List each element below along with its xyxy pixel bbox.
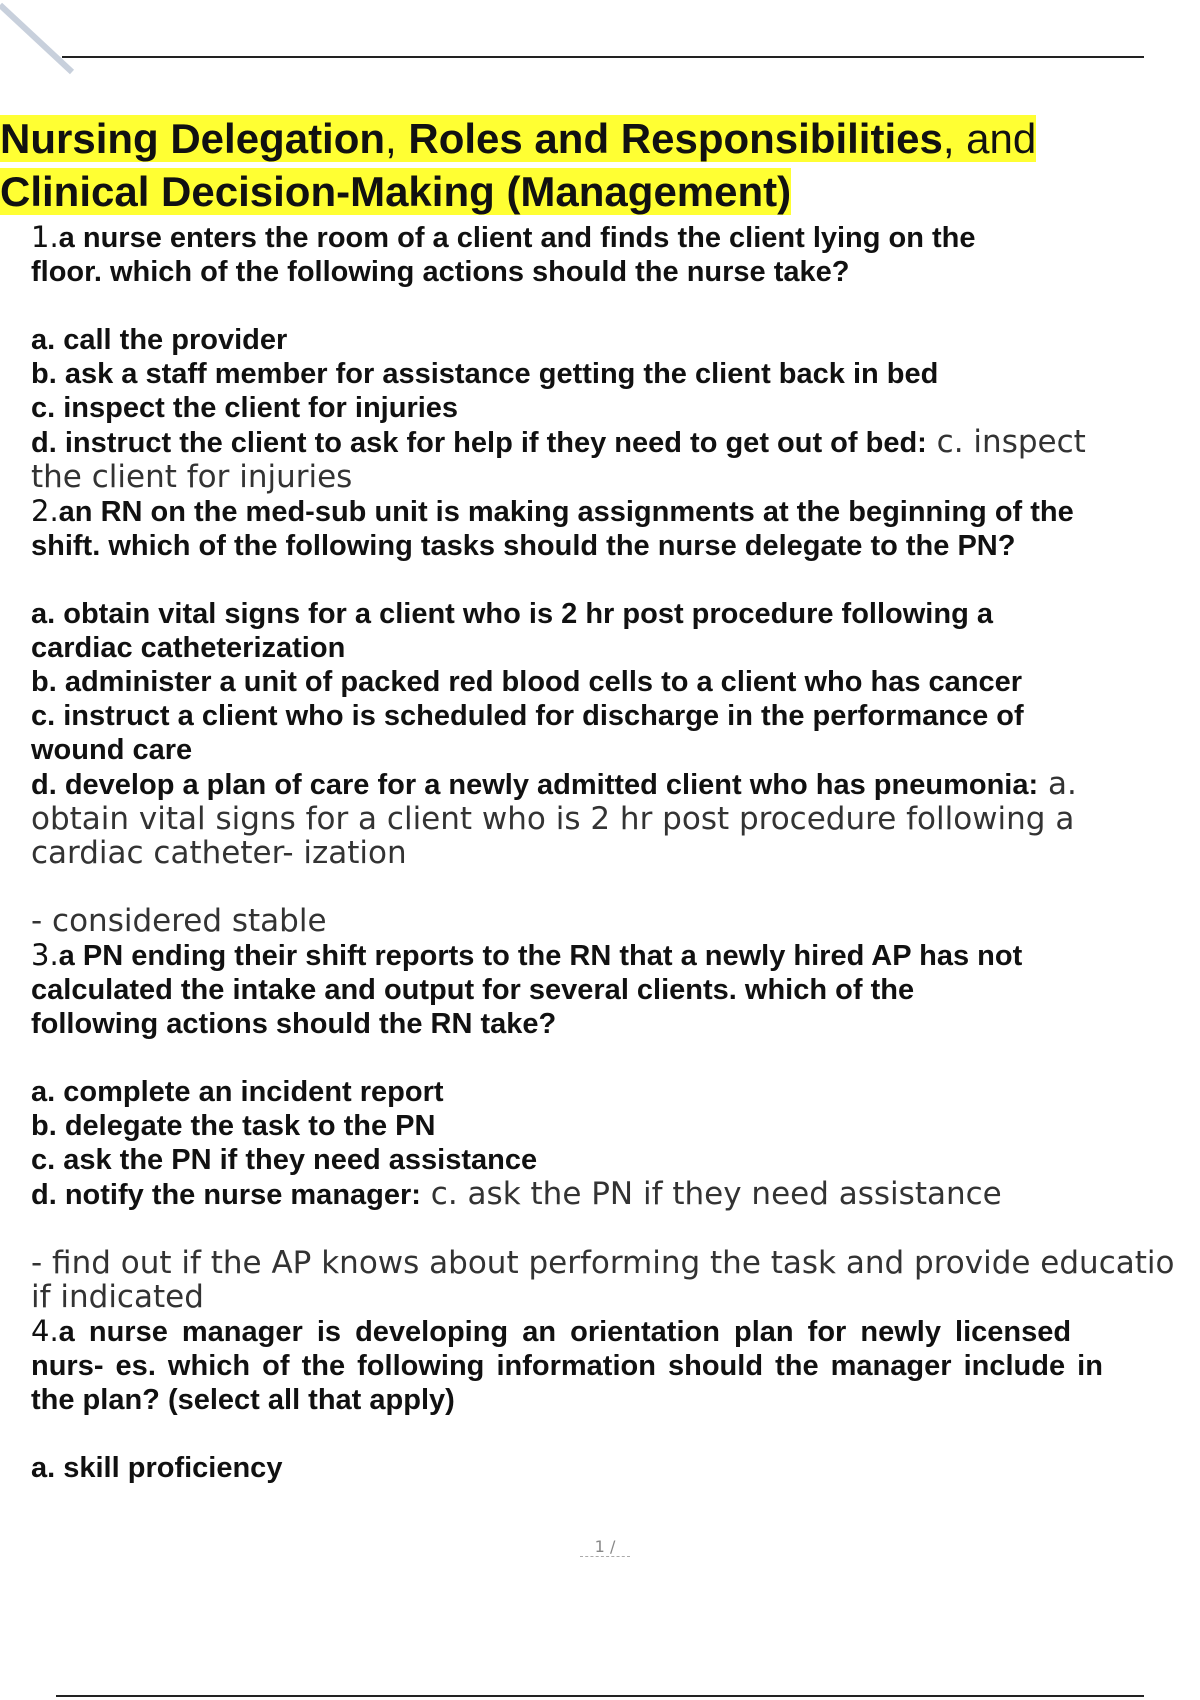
option-a: a. call the provider bbox=[31, 324, 288, 356]
option-b: b. administer a unit of packed red blood cells to a client who has cancer bbox=[31, 666, 1023, 698]
page-title bbox=[0, 112, 1036, 218]
question-1 bbox=[31, 220, 1200, 494]
answer-cont: the client for injuries bbox=[31, 459, 353, 495]
question-3 bbox=[31, 938, 1200, 1314]
question-prompt-cont: nurs- es. which of the following information should the manager include in bbox=[31, 1350, 1103, 1382]
corner-decoration bbox=[0, 0, 90, 90]
option-b: b. delegate the task to the PN bbox=[31, 1110, 436, 1142]
option-c: c. ask the PN if they need assistance bbox=[31, 1144, 538, 1176]
option-d: d. instruct the client to ask for help if they need to get out of bed: c. inspect bbox=[31, 424, 1086, 460]
question-prompt: 3.a PN ending their shift reports to the RN that a newly hired AP has not bbox=[31, 938, 1023, 972]
answer: a. bbox=[1038, 766, 1077, 802]
question-number: 2. bbox=[31, 494, 59, 528]
option-c: c. instruct a client who is scheduled for discharge in the performance of bbox=[31, 700, 1024, 732]
question-number: 1. bbox=[31, 220, 59, 254]
bottom-rule bbox=[56, 1695, 1144, 1697]
title-sep-2: , and bbox=[942, 115, 1037, 162]
option-d: d. develop a plan of care for a newly admitted client who has pneumonia: a. bbox=[31, 766, 1077, 802]
question-number: 3. bbox=[31, 938, 59, 972]
option-a-cont: cardiac catheterization bbox=[31, 632, 346, 664]
answer-cont: cardiac catheter- ization bbox=[31, 835, 407, 871]
option-d: d. notify the nurse manager: c. ask the PN if they need assistance bbox=[31, 1176, 1002, 1212]
title-part-2: Roles and Responsibilities bbox=[396, 115, 943, 162]
answer: c. inspect bbox=[926, 424, 1086, 460]
answer: c. ask the PN if they need assistance bbox=[420, 1176, 1002, 1212]
document-body bbox=[31, 220, 1200, 1485]
question-prompt-cont: the plan? (select all that apply) bbox=[31, 1384, 455, 1416]
question-2 bbox=[31, 494, 1200, 938]
rationale-cont: if indicated bbox=[31, 1279, 204, 1315]
rationale: - considered stable bbox=[31, 903, 327, 939]
title-part-3: Clinical Decision-Making (Management) bbox=[0, 168, 792, 215]
title-part-1: Nursing Delegation bbox=[0, 115, 386, 162]
option-c: c. inspect the client for injuries bbox=[31, 392, 459, 424]
question-prompt: 2.an RN on the med-sub unit is making assignments at the beginning of the bbox=[31, 494, 1074, 528]
question-prompt: 4.a nurse manager is developing an orientation plan for newly licensed bbox=[31, 1314, 1072, 1348]
question-prompt-cont: calculated the intake and output for several clients. which of the bbox=[31, 974, 915, 1006]
question-prompt: 1.a nurse enters the room of a client and finds the client lying on the bbox=[31, 220, 976, 254]
top-rule bbox=[62, 56, 1144, 58]
question-prompt-cont: following actions should the RN take? bbox=[31, 1008, 557, 1040]
question-prompt-cont: shift. which of the following tasks should the nurse delegate to the PN? bbox=[31, 530, 1016, 562]
option-a: a. skill proficiency bbox=[31, 1452, 283, 1484]
option-a: a. obtain vital signs for a client who is 2 hr post procedure following a bbox=[31, 598, 993, 630]
option-c-cont: wound care bbox=[31, 734, 193, 766]
answer-cont: obtain vital signs for a client who is 2 hr post procedure following a bbox=[31, 801, 1075, 837]
option-a: a. complete an incident report bbox=[31, 1076, 444, 1108]
option-b: b. ask a staff member for assistance getting the client back in bed bbox=[31, 358, 939, 390]
question-number: 4. bbox=[31, 1314, 59, 1348]
title-sep-1: , bbox=[385, 115, 397, 162]
page-number: 1 / bbox=[580, 1538, 630, 1557]
question-prompt-cont: floor. which of the following actions should the nurse take? bbox=[31, 256, 850, 288]
rationale: - find out if the AP knows about performing the task and provide educatio bbox=[31, 1245, 1175, 1281]
question-4 bbox=[31, 1314, 1200, 1485]
